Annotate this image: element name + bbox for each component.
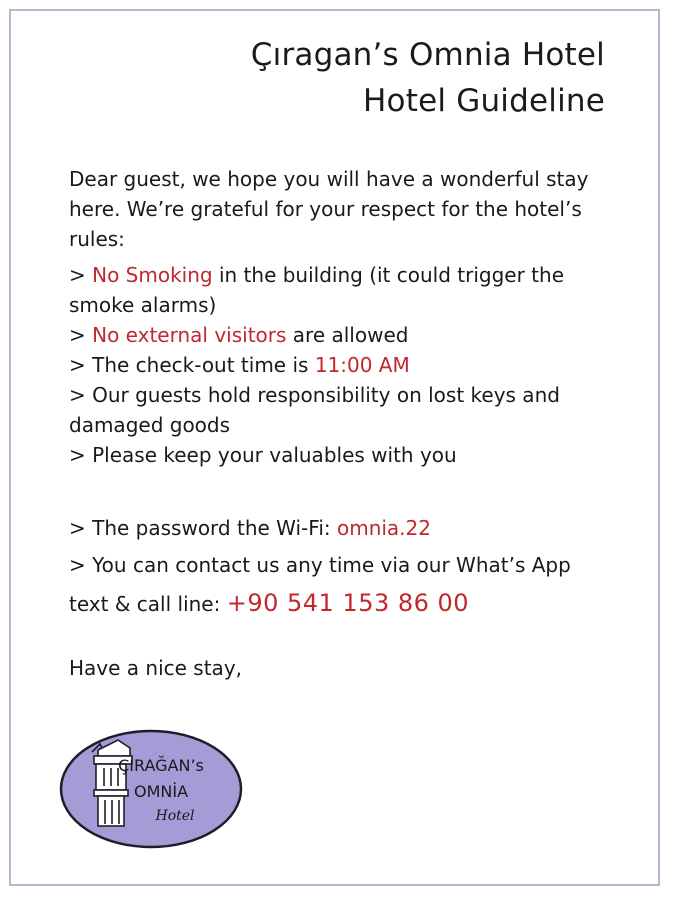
- rule-rest: are allowed: [286, 323, 409, 347]
- rule-prefix: >: [69, 263, 93, 287]
- rule-highlight: 11:00 AM: [314, 353, 410, 377]
- hotel-name-heading: Çıragan’s Omnia Hotel: [250, 37, 605, 73]
- intro-paragraph: Dear guest, we hope you will have a wonderful stay here. We’re grateful for your respect for the hotel’s rules:: [69, 167, 589, 251]
- rule-highlight: No external visitors: [92, 323, 287, 347]
- guideline-body: [69, 164, 609, 683]
- rule-responsibility: [69, 380, 609, 440]
- hotel-logo: [58, 728, 244, 851]
- logo-text-hotel: Hotel: [155, 808, 195, 824]
- rule-prefix: > Our guests hold responsibility on lost keys and damaged goods: [69, 383, 560, 437]
- wifi-line: [69, 512, 609, 544]
- rule-prefix: > Please keep your valuables with you: [69, 443, 457, 467]
- page-title: [251, 32, 605, 124]
- rule-prefix: > The check-out time is: [69, 353, 315, 377]
- wifi-password: omnia.22: [336, 516, 431, 540]
- farewell-text: Have a nice stay,: [69, 656, 243, 680]
- rule-rest: in the building (it could trigger the smoke alarms): [69, 263, 564, 317]
- logo-text-omnia: OMNİA: [133, 782, 189, 801]
- contact-text: > You can contact us any time via our What’s App text & call line:: [69, 553, 571, 616]
- wifi-label: > The password the Wi-Fi:: [69, 516, 337, 540]
- rule-highlight: No Smoking: [92, 263, 213, 287]
- rule-prefix: >: [69, 323, 93, 347]
- rule-no-smoking: [69, 260, 609, 320]
- rule-no-visitors: [69, 320, 609, 350]
- contact-line: [69, 546, 609, 623]
- rule-checkout-time: [69, 350, 609, 380]
- rule-valuables: [69, 440, 609, 470]
- guideline-heading: Hotel Guideline: [363, 83, 605, 119]
- logo-text-ciragan: ÇIRAĞAN’s: [118, 756, 204, 775]
- phone-number: +90 541 153 86 00: [226, 589, 470, 617]
